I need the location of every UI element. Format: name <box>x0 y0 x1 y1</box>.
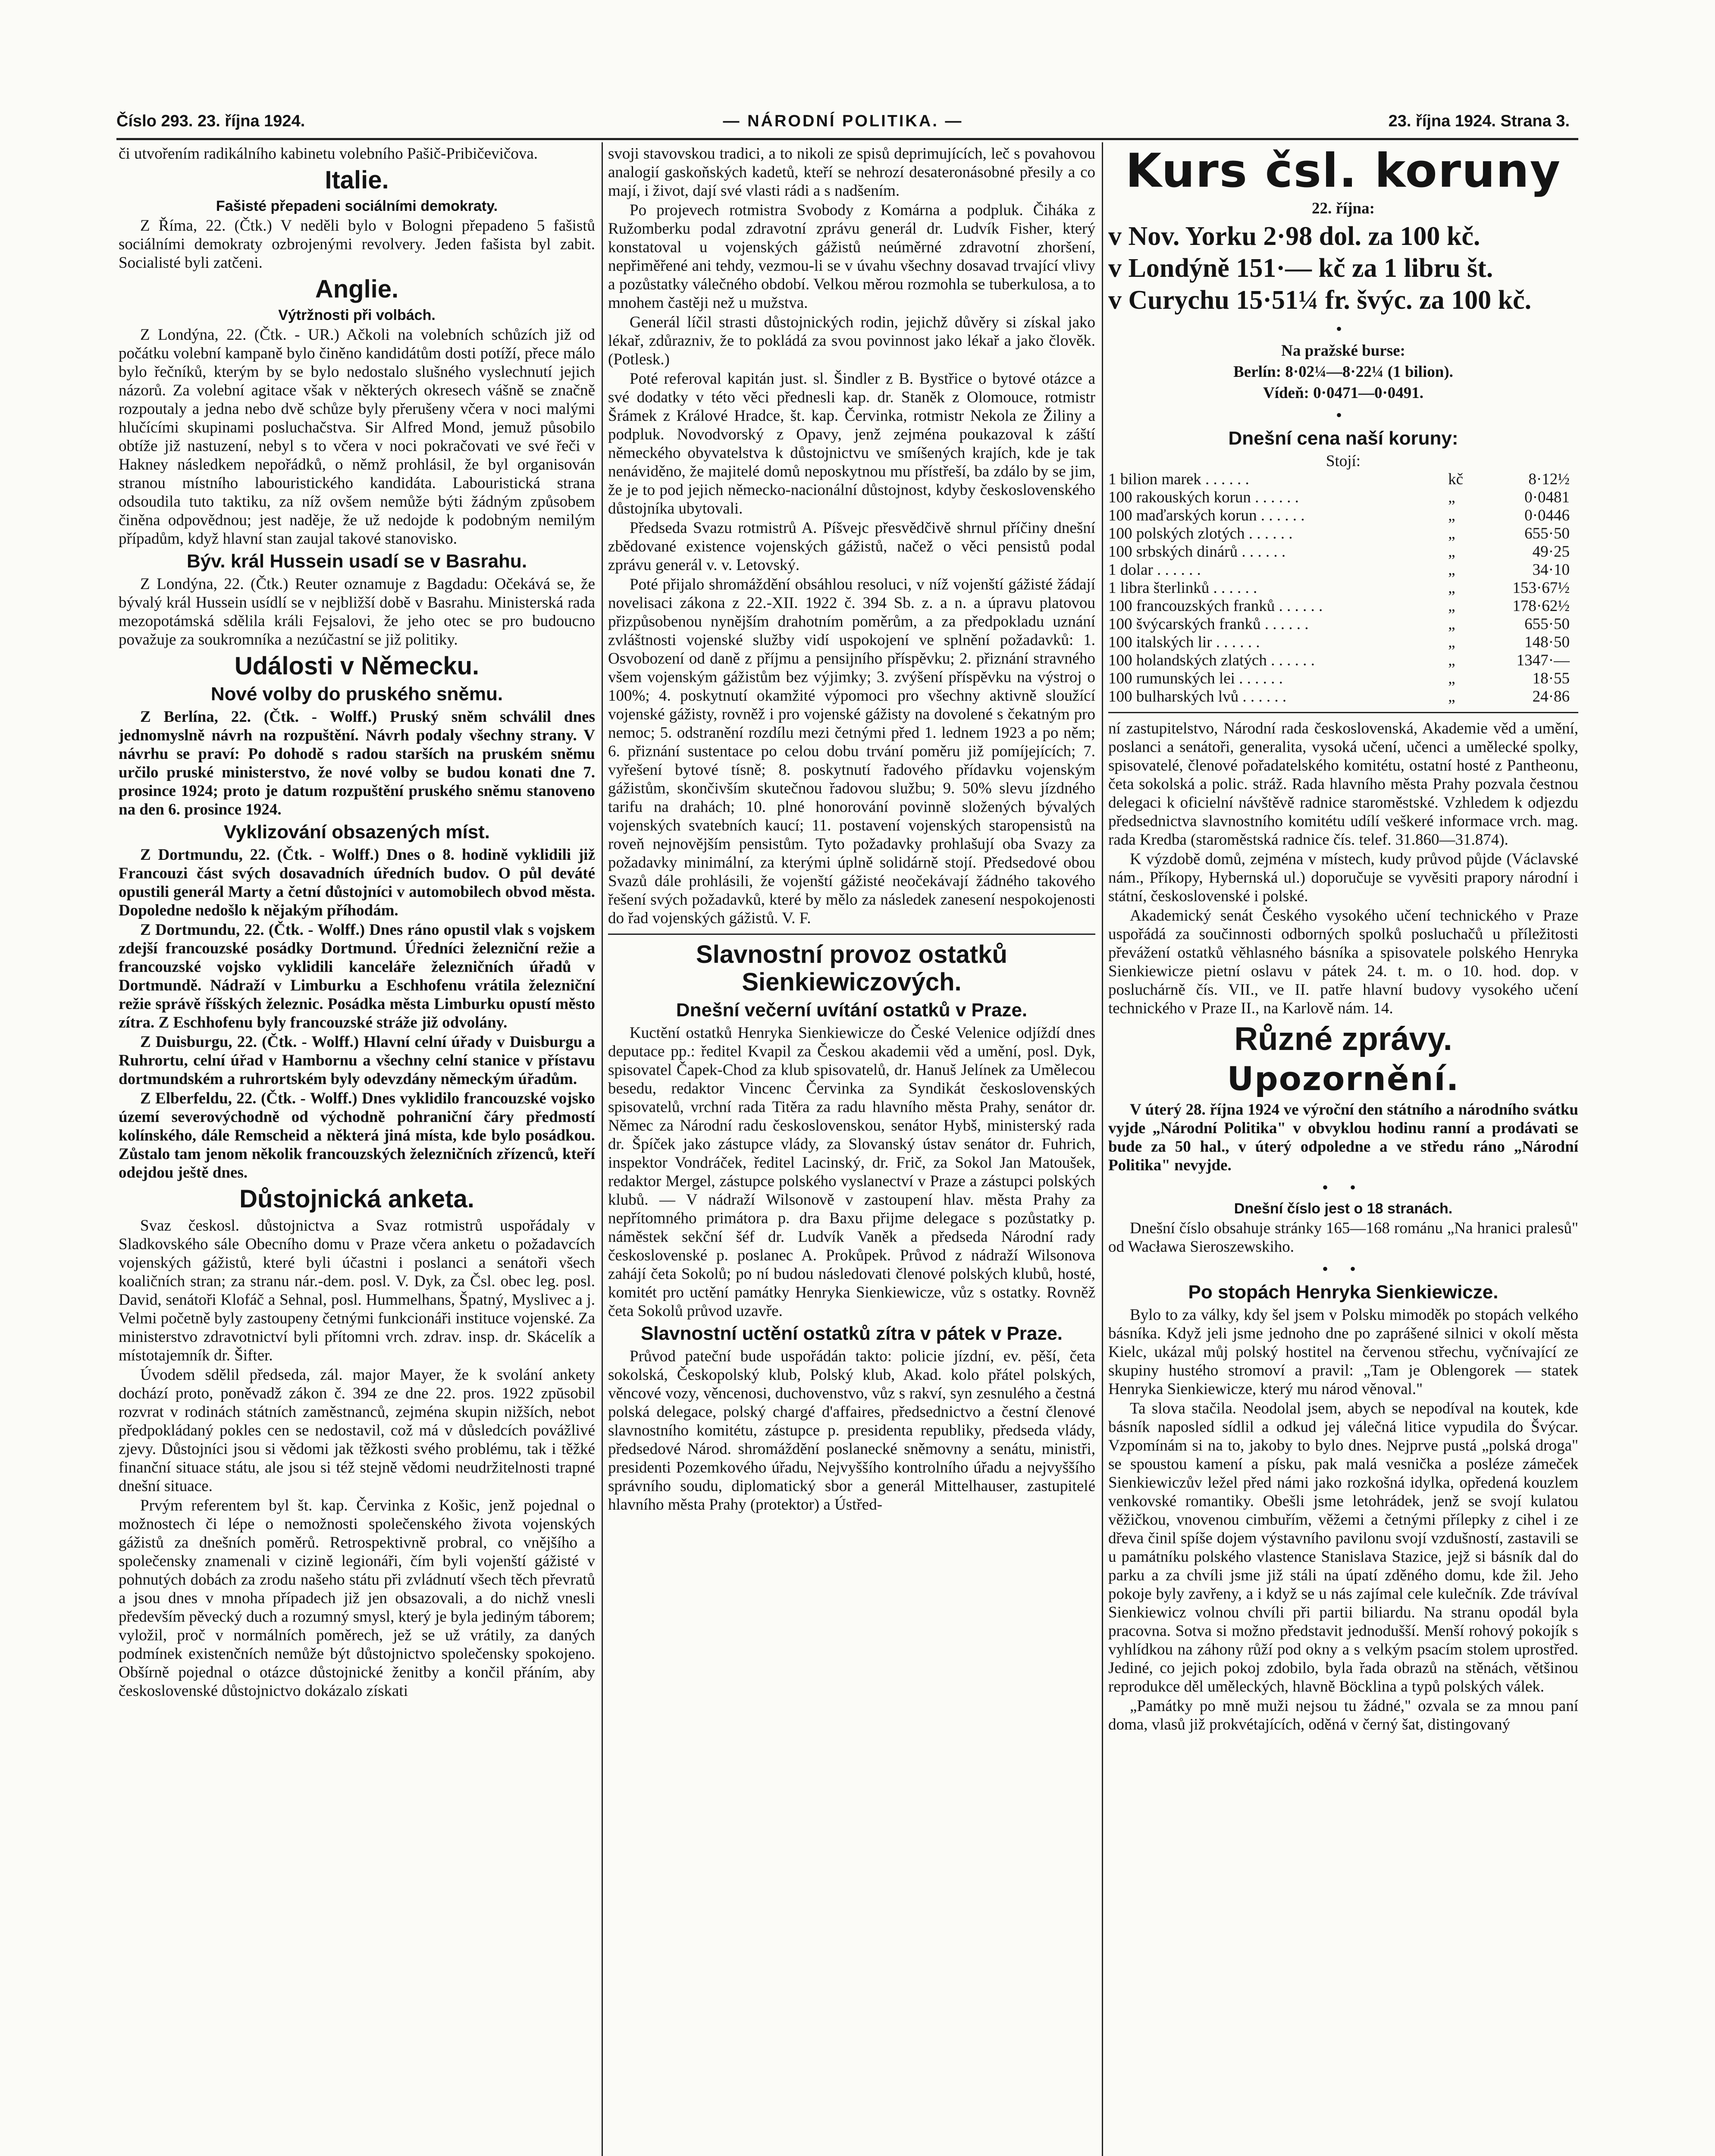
sienkiewicz-text: Kuctění ostatků Henryka Sienkiewicze do České Velenice odjíždí dnes deputace pp.: ředitel Kvapil za Českou akademii věd a umění, posl. Dyk, spisovatel Čapek-Chod za klub spisovatelů, dr. Hanuš Jelínek za Umělecou besedu, redaktor Vincenc Červinka za Syndikát československých spisovatelů, vrchní rada Titěra za radu hlavního města Prahy, senátor dr. Němec za Národní radu československou, senátor Hybš, ministerský rada dr. Špíček jako zástupce vlády, za Slovanský ústav senátor dr. Fuhrich, inspektor Vondráček, ředitel Lacinský, dr. Frič, za Sokol Jan Matoušek, redaktor Mergel, zástupce polského vyslanectví v Praze a zástupci polských klubů. — V nádraží Wilsonově v zastoupení hlav. města Prahy za nepřítomného primátora p. dra Baxu přijme delegace s pozůstatky p. náměstek sekční šéf dr. Ludvík Vaněk a předseda Národní rady československé p. poslanec A. Prokůpek. Průvod z nádraží Wilsonova zahájí četa Sokolů; po ní budou následovati členové polských klubů, hosté, komitét pro uctění památky Henryka Sienkiewicze, vůz s ostatky. Rovněž četa Sokolů průvod uzavře. <box>608 1024 1095 1320</box>
rate-item: 100 bulharských lvů . . . . . . <box>1108 688 1287 705</box>
burse-title: Na pražské burse: <box>1281 342 1405 360</box>
column-2 <box>608 144 1095 2156</box>
vyklizovani-text-2: Z Dortmundu, 22. (Čtk. - Wolff.) Dnes ráno opustil vlak s vojskem zdejší francouzské posádky Dortmund. Úředníci železniční režie a francouzské vojsko vyklidili kanceláře železničních úřadů v Dortmundě. Nádraží v Limburku a Eschhofenu vrátila železniční režie správě říšských železnic. Posádka města Limburku opustí město zítra. Z Eschhofenu byly francouzské stráže již odvolány. <box>119 921 595 1031</box>
rate-item: 100 rumunských lei . . . . . . <box>1108 670 1283 687</box>
kurs-date: 22. října: <box>1312 200 1375 217</box>
header-rule <box>116 138 1578 140</box>
column-divider-1 <box>602 142 603 2156</box>
rate-new-york: v Nov. Yorku 2·98 dol. za 100 kč. <box>1108 222 1480 251</box>
rate-value: 0·0446 <box>1524 507 1570 524</box>
section-rule <box>608 934 1095 935</box>
rate-item: 100 rakouských korun . . . . . . <box>1108 489 1299 506</box>
anketa-cont-4: Poté referoval kapitán just. sl. Šindler z B. Bystřice o bytové otázce a své dodatky v této věci přednesli kap. dr. Staněk z Olomouce, rotmistr Šrámek z Králové Hradce, št. kap. Červinka, rotmistr Nekola ze Žiliny a podpluk. Novodvorský z Opavy, jenž zejména poukazoval k záští německého obyvatelstva k důstojnictvu ve smíšených krajích, kde je tak nenáviděno, že majitelé domů neposkytnou mu přístřeší, ba zdálo by se jim, že je to pod jejich německo-nacionální důstojnost, kdyby československého důstojníka ubytovali. <box>608 370 1095 517</box>
anglie-text: Z Londýna, 22. (Čtk. - UR.) Ačkoli na volebních schůzích již od počátku volební kampaně bylo činěno kandidátům dosti potíží, přece málo bylo řečníků, kterým by se bylo nedostalo slušného vyslechnutí jejich názorů. Za volební agitace však v některých okresech vášně se značně rozpoutaly a jedna nebo dvě schůze byly přerušeny včera v noci malými hlučícími skupinami posluchačstva. Sir Alfred Mond, jemuž působilo obtíže již nastuzení, nebyl s to včera v noci pokračovati ve své řeči v Hakney následkem nepořádků, o němž prohlásil, že byl organisován stranou místního labouristického kandidáta. Labouristická strana odsoudila tuto taktiku, za níž ovšem nemůže býti žádným způsobem činěna odpovědnou; jest naděje, že už nedojde k podobným nemilým případům, když hlavní stan zaujal takové stanovisko. <box>119 326 595 548</box>
cont-text-2: K výzdobě domů, zejména v místech, kudy průvod půjde (Václavské nám., Příkopy, Hybernská ul.) doporučuje se vyvěsiti prapory národní i státní, československé i polské. <box>1108 850 1578 905</box>
rate-item: 100 italských lir . . . . . . <box>1108 633 1260 651</box>
stopach-text-1: Bylo to za války, kdy šel jsem v Polsku mimoděk po stopách velkého básníka. Když jeli jsme jednoho dne po zaprášené silnici v okolí města Kielc, ukázal můj polský hostitel na červenou střechu, vyčnívající ze skupiny hustého stromoví a pravil: „Tam je Oblengorek — statek Henryka Sienkiewicze, který mu národ věnoval." <box>1108 1306 1578 1398</box>
anketa-cont-6: Poté přijalo shromáždění obsáhlou resoluci, v níž vojenští gážisté žádají novelisaci zákona z 22.-XII. 1922 č. 394 Sb. z. a n. a úpravu platovou přizpůsobenou nynějším drahotním poměrům, a za předpokladu uznání zvláštnosti vojenské služby vidí uspokojení ve splnění požadavků: 1. Osvobození od daně z příjmu a pensijního příspěvku; 2. přiznání stravného všem vojenským gážistům bez výjimky; 3. zvýšení příspěvku na výstroj o 100%; 4. poskytnutí okamžité výpomoci pro všechny aktivně sloužící vojenské gážisty, rovněž i pro vojenské gážisty na dovolené s čekatným pro nemoc; 5. odstranění rozdílu mezi četnými před 1. lednem 1923 a po něm; 6. přiznání sustentace po celou dobu trvání poměru již pomíjejících; 7. vyřešení bytové tísně; 8. poskytnutí řadového přídavku vojenským gážistům, skončivším skutečnou řadovou službu; 9. 50% slevu jízdného tarifu na drahách; 10. plné honorování povinně složených bývalých vojenských svatebních kaucí; 11. postavení vojenských staropensistů na roveň nejnovějším pensistům. Tyto požadavky prohlašují oba Svazy za požadavky minimální, za kterými úplně solidárně stojí. Předsedové obou Svazů dále prohlásili, že vojenští gážisté neočekávají žádného takového řešení svých požadavků, které by mělo za následek zanesení nespokojenosti do řad vojenských gážistů. V. F. <box>608 576 1095 927</box>
rate-unit: „ <box>1448 507 1455 524</box>
rate-unit: „ <box>1448 670 1455 687</box>
anketa-cont-3: Generál líčil strasti důstojnických rodin, jejichž důvěry si získal jako lékař, zdůrazniv, že to pokládá za svou povinnost jako lékař a jako člověk. (Potlesk.) <box>608 313 1095 368</box>
rate-item: 100 srbských dinárů . . . . . . <box>1108 543 1286 561</box>
nemecko-subheading: Nové volby do pruského sněmu. <box>210 683 503 705</box>
column-3 <box>1108 144 1578 2156</box>
vyklizovani-text-4: Z Elberfeldu, 22. (Čtk. - Wolff.) Dnes vyklidilo francouzské vojsko území severovýchodně od východně pohraniční čáry předmostí kolínského, dále Remscheid a některá jiná místa, kde bylo posádkou. Zůstalo tam jenom několik francouzských železničních zřízenců, kteří odejdou ještě dnes. <box>119 1090 595 1181</box>
column-1 <box>119 144 595 2156</box>
rate-unit: „ <box>1448 652 1455 669</box>
rate-unit: „ <box>1448 597 1455 615</box>
rate-item: 100 švýcarských franků . . . . . . <box>1108 615 1309 633</box>
rate-value: 178·62½ <box>1512 597 1570 615</box>
rate-item: 100 polských zlotých . . . . . . <box>1108 525 1293 542</box>
upozorneni-text: V úterý 28. října 1924 ve výroční den státního a národního svátku vyjde „Národní Politika" v obvyklou hodinu ranní a prodávati se bude za 50 hal., v úterý odpoledne a ve středu ráno „Národní Politika" nevyjde. <box>1108 1101 1578 1174</box>
rate-value: 34·10 <box>1532 561 1570 579</box>
nemecko-text: Z Berlína, 22. (Čtk. - Wolff.) Pruský sněm schválil dnes jednomyslně návrh na rozpuštění. Návrh podaly všechny strany. V návrhu se praví: Po dohodě s radou starších na pruském sněmu určilo pruské ministerstvo, že nové volby se budou konati dne 7. prosince 1924; proto je datum rozpuštění pruského sněmu stanoveno na den 6. prosince 1924. <box>119 708 595 818</box>
rate-item: 1 dolar . . . . . . <box>1108 561 1201 579</box>
rate-unit: „ <box>1448 615 1455 633</box>
anketa-text-1: Svaz českosl. důstojnictva a Svaz rotmistrů uspořádaly v Sladkovského sále Obecního domu v Praze včera anketu o požadavcích vojenských gážistů, které byli účastni i poslanci a senátoři všech koaličních stran; za stranu nár.-dem. posl. V. Dyk, za Čsl. obec leg. posl. David, senátoři Klofáč a Sehnal, posl. Hummelhans, Špatný, Myslivec a j. Velmi početně byly zastoupeny četnými funkcionáři instituce vojenské. Za ministerstvo zdravotnictví byli přítomni vrch. zdrav. insp. dr. Skácelík a místotajemník dr. Šifter. <box>119 1217 595 1364</box>
rate-zurich: v Curychu 15·51¼ fr. švýc. za 100 kč. <box>1108 285 1532 315</box>
anketa-text-2: Úvodem sdělil předseda, zál. major Mayer, že k svolání ankety dochází proto, poněvadž zákon č. 394 ze dne 22. pros. 1922 zpŭsobil rozvrat v rodinách státních zaměstnanců, zejména skupin nižších, nebot předpokládaný pokles cen se nedostavil, což má v důsledcích povážlivé zjevy. Důstojníci jsou si vědomi jak těžkosti svého problému, tak i těžké finanční situace státu, ale jsou si též stejně vědomi neudržitelnosti trapné dnešní situace. <box>119 1366 595 1495</box>
newspaper-title: — NÁRODNÍ POLITIKA. — <box>723 112 963 130</box>
cena-title: Dnešní cena naší koruny: <box>1228 428 1458 449</box>
rate-value: 153·67½ <box>1512 579 1570 597</box>
dnesni-cislo: Dnešní číslo jest o 18 stranách. <box>1234 1200 1453 1217</box>
intro-text: či utvořením radikálního kabinetu volebního Pašič-Pribičevičova. <box>119 145 538 163</box>
rate-item: 1 libra šterlinků . . . . . . <box>1108 579 1257 597</box>
sienkiewicz-heading: Slavnostní provoz ostatků Sienkiewiczových. <box>696 940 1007 996</box>
sienkiewicz-text-2: Průvod pateční bude uspořádán takto: policie jízdní, ev. pěší, četa sokolská, Českopolský klub, Polský klub, Akad. kolo přátel polských, věncové vozy, věncenosi, duchovenstvo, vůz s rakví, syn zesnulého a čestná polská delegace, polský chargé d'affaires, předsednictvo a čestní členové slavnostního komitétu, zástupce p. presidenta republiky, předseda vlády, předsedové Národ. shromáždění poslanecké sněmovny a senátu, ministři, presidenti Pozemkového úřadu, Nejvyššího kontrolního úřadu a nejvyššího správního soudu, diplomatický sbor a generál Mittelhauser, zastupitelé hlavního města Prahy (protektor) a Ústřed- <box>608 1348 1095 1514</box>
ruzne-heading: Různé zprávy. <box>1234 1021 1452 1057</box>
rate-row <box>1108 507 1578 525</box>
anketa-cont-2: Po projevech rotmistra Svobody z Komárna a podpluk. Čiháka z Ružomberku podal zdravotní zprávu generál dr. Ludvík Fisher, který konstatoval u vojenských gážistů neúměrné zdravotní zhoršení, nepřiměřené ani tehdy, vezmou-li se v úvahu všechny dosavad trvající vlivy a pozůstatky válečného období. Velkou měrou rozmohla se tuberkulosa, a to mnohem častěji než u mužstva. <box>608 201 1095 312</box>
italy-heading: Italie. <box>325 166 389 194</box>
rate-value: 8·12½ <box>1528 470 1570 488</box>
vyklizovani-text-1: Z Dortmundu, 22. (Čtk. - Wolff.) Dnes o 8. hodině vyklidili již Francouzi část svých dosavadních úředních budov. O půl deváté opustili generál Marty a četní důstojníci v automobilech obvod města. Dopoledne nedošlo k nějakým příhodám. <box>119 846 595 919</box>
stopach-heading: Po stopách Henryka Sienkiewicze. <box>1188 1282 1499 1303</box>
hussein-text: Z Londýna, 22. (Čtk.) Reuter oznamuje z Bagdadu: Očekává se, že bývalý král Hussein usídlí se v nejbližší době v Basrahu. Ministerská rada mezopotámská sdělila králi Fejsalovi, že jeho otec se pro budoucno považuje za soukromníka a nezúčastní se již politiky. <box>119 575 595 649</box>
rate-row <box>1108 579 1578 597</box>
rate-value: 148·50 <box>1524 633 1570 651</box>
rate-unit: kč <box>1448 470 1464 488</box>
stopach-text-3: „Památky po mně muži nejsou tu žádné," ozvala se za mnou paní doma, vlasů již prokvétajících, oděná v černý šat, distingovaný <box>1108 1697 1578 1733</box>
issue-number: Číslo 293. 23. října 1924. <box>116 112 305 130</box>
rate-value: 18·55 <box>1532 670 1570 687</box>
rate-item: 100 maďarských korun . . . . . . <box>1108 507 1305 524</box>
rate-unit: „ <box>1448 489 1455 506</box>
rate-unit: „ <box>1448 688 1455 705</box>
rate-row <box>1108 615 1578 633</box>
rate-row <box>1108 652 1578 670</box>
upozorneni-heading: Upozornění. <box>1227 1059 1460 1098</box>
rate-row <box>1108 597 1578 615</box>
nemecko-heading: Události v Německu. <box>234 652 480 680</box>
rate-item: 100 holandských zlatých . . . . . . <box>1108 652 1315 669</box>
separator-dots: • • <box>1322 1178 1364 1197</box>
italy-subheading: Fašisté přepadeni sociálními demokraty. <box>216 198 498 214</box>
rate-unit: „ <box>1448 525 1455 542</box>
dnesni-text: Dnešní číslo obsahuje stránky 165—168 románu „Na hranici pralesů" od Wacława Sieroszewskiho. <box>1108 1219 1578 1256</box>
rate-value: 49·25 <box>1532 543 1570 561</box>
rate-row <box>1108 470 1578 489</box>
rate-unit: „ <box>1448 561 1455 579</box>
rate-row <box>1108 688 1578 706</box>
stopach-text-2: Ta slova stačila. Neodolal jsem, abych se nepodíval na koutek, kde básník naposled sídlil a odkud jej válečná litice vypudila do Švýcar. Vzpomínám si na to, jakoby to bylo dnes. Nejprve pustá „polská droga" se spoustou kamení a písku, pak malá vesnička a posléze zámeček Sienkiewiczův ležel před námi jako rozkošná idylka, opředená kouzlem venkovské romantiky. Obešli jsme letohrádek, jenž se svojí kulatou věžičkou, vnovenou cimbuřím, věžemi a četnými přílepky z cihel i ze dřeva činil spíše dojem výstavního pavilonu svojí vzdušností, zastavili se u památníku polského vlastence Stanislava Stazice, jejž si básník dal do parku a za chvíli jsme již stáli na úpatí zděného domu, kde žil. Jeho pokoje byly zavřeny, a i když se u nás zajímal cele kulečník. Zde trávíval Sienkiewicz volnou chvíli při partii biliardu. Na stranu opodál byla pracovna. Sotva si možno představit jednodušší. Menší rohový pokojík s vyhlídkou na záhony růží pod okny a s velkým psacím stolem uprostřed. Jediné, co jejich pokoj zdobilo, byla řada obrazů na stěnách, většinou reprodukce děl uměleckých, hlavně Böcklina a typů polských válek. <box>1108 1400 1578 1695</box>
rate-row <box>1108 633 1578 652</box>
cont-text-3: Akademický senát Českého vysokého učení technického v Praze uspořádá za součinnosti odborných spolků posluchačů u příležitosti převážení ostatků věhlasného básníka a spisovatele polského Henryka Sienkiewicze pietní oslavu v pátek 24. t. m. o 10. hod. dop. v posluchárně čís. VII., ve II. patře hlavní budovy vysokého učení technického v Praze II., na Karlově nám. 14. <box>1108 907 1578 1017</box>
page-date: 23. října 1924. Strana 3. <box>1388 112 1570 130</box>
column-divider-2 <box>1102 142 1103 2156</box>
sienkiewicz-subheading: Dnešní večerní uvítání ostatků v Praze. <box>676 1000 1028 1021</box>
sienkiewicz-subheading-2: Slavnostní uctění ostatků zítra v pátek v Praze. <box>640 1323 1063 1344</box>
rate-unit: „ <box>1448 543 1455 561</box>
hussein-heading: Býv. král Hussein usadí se v Basrahu. <box>186 551 527 572</box>
vyklizovani-subheading: Vyklizování obsazených míst. <box>223 821 490 843</box>
rate-row <box>1108 489 1578 507</box>
rate-value: 655·50 <box>1524 525 1570 542</box>
italy-text: Z Říma, 22. (Čtk.) V neděli bylo v Bologni přepadeno 5 fašistů sociálními demokraty ozbrojenými revolvery. Jeden fašista byl zabit. Socialisté byli zatčeni. <box>119 217 595 272</box>
rate-unit: „ <box>1448 633 1455 651</box>
anketa-cont-5: Předseda Svazu rotmistrů A. Píšvejc přesvědčivě shrnul příčiny dnešní zbědované existence vojenských gážistů, načež o věci pensistů podal zprávu generál v. v. Letovský. <box>608 519 1095 574</box>
burse-viden: Vídeň: 0·0471—0·0491. <box>1263 384 1424 402</box>
burse-berlin: Berlín: 8·02¼—8·22¼ (1 bilion). <box>1233 363 1453 381</box>
separator-dots: • <box>1336 405 1351 425</box>
section-rule <box>1108 712 1578 713</box>
rate-value: 1347·— <box>1516 652 1570 669</box>
rate-london: v Londýně 151·— kč za 1 libru št. <box>1108 254 1493 283</box>
rate-row <box>1108 561 1578 579</box>
anketa-cont-1: svoji stavovskou tradici, a to nikoli ze spisů deprimujících, leč s povahovou analogií gaskoňských kadetů, kteří se nehrozí desateronásobné přesily a co mají, i život, dají své vlasti rádi a s nadšením. <box>608 145 1095 200</box>
rate-value: 0·0481 <box>1524 489 1570 506</box>
separator-dots: • <box>1336 319 1351 338</box>
anglie-subheading: Výtržnosti při volbách. <box>278 307 436 323</box>
page-header <box>116 108 1570 138</box>
separator-dots: • • <box>1322 1259 1364 1279</box>
kurs-title: Kurs čsl. koruny <box>1125 144 1561 198</box>
rate-item: 1 bilion marek . . . . . . <box>1108 470 1249 488</box>
vyklizovani-text-3: Z Duisburgu, 22. (Čtk. - Wolff.) Hlavní celní úřady v Duisburgu a Ruhrortu, celní úřad v Hambornu a všechny celní stanice v přístavu dortmundském a ruhrortském byly odevzdány německým úřadům. <box>119 1033 595 1088</box>
rate-row <box>1108 525 1578 543</box>
anketa-text-3: Prvým referentem byl št. kap. Červinka z Košic, jenž pojednal o možnostech či lépe o nemožnosti společenského života vojenských gážistů za dnešních poměrů. Retrospektivně probral, co vnějšího a společensky znamenali v cizině legionáři, čím byli vojenští gážisté v pohnutých dobách za zrodu našeho státu při zvládnutí všech těch převratů a jsou dnes v mnoha případech již jen obsazovali, a do nichž vnesli především pěvecký duch a rozumný smysl, který je byla jediným táborem; vyložil, proč v normálních poměrech, jež se už vrátily, za daných podmínek existenčních nemůže být důstojnictvo společensky spokojeno. Obšírně pojednal o otázce důstojnické ženitby a končil přáním, aby československé důstojnictvo dokázalo získati <box>119 1497 595 1700</box>
rate-value: 24·86 <box>1532 688 1570 705</box>
cont-text-1: ní zastupitelstvo, Národní rada československá, Akademie věd a umění, poslanci a senátoři, generalita, vysoká učení, učenci a umělecké spolky, spisovatelé, členové pořadatelského komitétu, ostatní hosté z Pantheonu, četa sokolská a polic. stráž. Rada hlavního města Prahy pozvala čestnou delegaci k oficielní návštěvě radnice staroměstské. Vzhledem k odjezdu předsednictva slavnostního komitétu udílí veškeré informace vrch. mag. rada Kredba (staroměstská radnice čís. telef. 31.860—31.874). <box>1108 720 1578 849</box>
rate-value: 655·50 <box>1524 615 1570 633</box>
stoji-label: Stojí: <box>1326 452 1361 470</box>
rate-row <box>1108 543 1578 561</box>
rate-row <box>1108 670 1578 688</box>
anketa-heading: Důstojnická anketa. <box>239 1185 474 1213</box>
rates-table <box>1108 470 1578 706</box>
rate-unit: „ <box>1448 579 1455 597</box>
rate-item: 100 francouzských franků . . . . . . <box>1108 597 1323 615</box>
anglie-heading: Anglie. <box>315 275 399 303</box>
